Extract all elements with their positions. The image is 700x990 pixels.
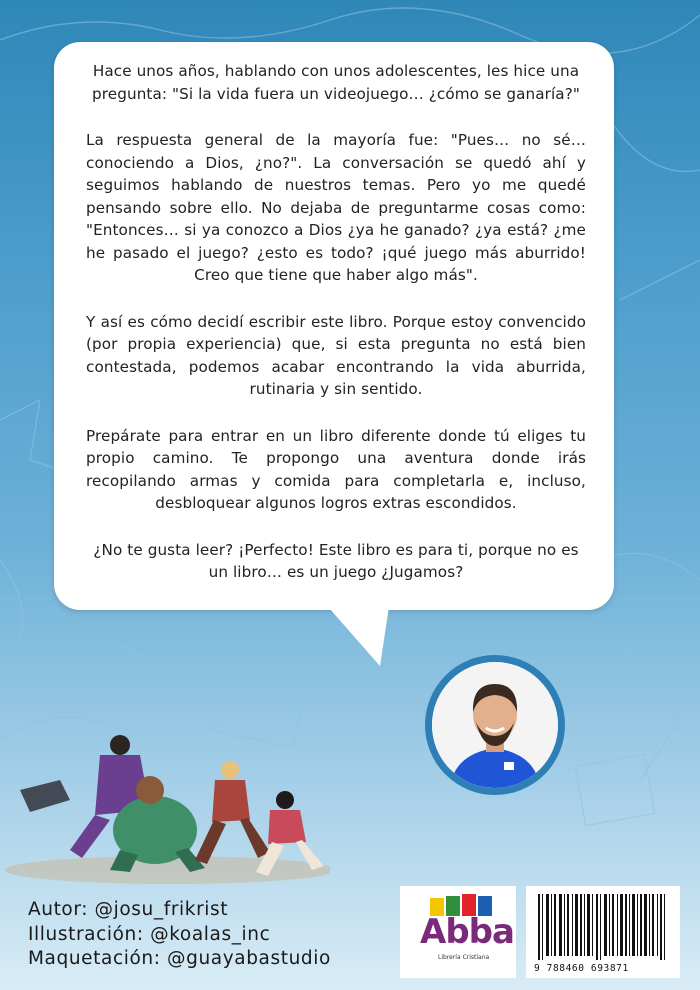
running-characters-illustration bbox=[0, 720, 330, 890]
logo-wordmark: Abba bbox=[420, 912, 514, 952]
barcode-bars-icon bbox=[526, 886, 680, 962]
credit-author: Autor: @josu_frikrist bbox=[28, 899, 229, 920]
paragraph-adventure: Prepárate para entrar en un libro diferente donde tú eliges tu propio camino. Te propongo una aventura donde irás recopilando armas y comida para completarla e, incluso, desbloquear algunos logros extras escondidos. bbox=[86, 426, 586, 512]
paragraph-reason: Y así es cómo decidí escribir este libro. Porque estoy convencido (por propia experiencia) que, si esta pregunta no está bien contestada, podemos acabar encontrando la vida aburrida, rutinaria y sin sentido. bbox=[86, 312, 586, 398]
logo-subtitle: Librería Cristiana bbox=[438, 954, 490, 961]
paragraph-closing: ¿No te gusta leer? ¡Perfecto! Este libro es para ti, porque no es un libro… es un juego ¿Jugamos? bbox=[93, 540, 579, 581]
isbn-barcode bbox=[526, 886, 680, 978]
back-cover-text bbox=[86, 60, 586, 608]
publisher-logo bbox=[400, 886, 516, 978]
author-portrait-icon bbox=[432, 662, 558, 788]
credit-layout: Maquetación: @guayabastudio bbox=[28, 948, 331, 969]
speech-bubble-tail bbox=[320, 600, 400, 670]
credits-block bbox=[28, 898, 331, 972]
author-avatar bbox=[425, 655, 565, 795]
paragraph-intro: Hace unos años, hablando con unos adolescentes, les hice una pregunta: "Si la vida fuera un videojuego… ¿cómo se ganaría?" bbox=[92, 62, 580, 103]
paragraph-answer: La respuesta general de la mayoría fue: "Pues… no sé… conociendo a Dios, ¿no?". La conversación se quedó ahí y seguimos hablando de nuestros temas. Pero yo me quedé pensando sobre ello. No dejaba de preguntarme cosas como: "Entonces… si ya conozco a Dios ¿ya he ganado? ¿ya está? ¿me he pasado el juego? ¿esto es todo? ¡qué juego más aburrido! Creo que tiene que haber algo más". bbox=[86, 131, 586, 284]
credit-illustration: Illustración: @koalas_inc bbox=[28, 923, 271, 945]
barcode-digits: 9 788460 693871 bbox=[534, 963, 629, 974]
